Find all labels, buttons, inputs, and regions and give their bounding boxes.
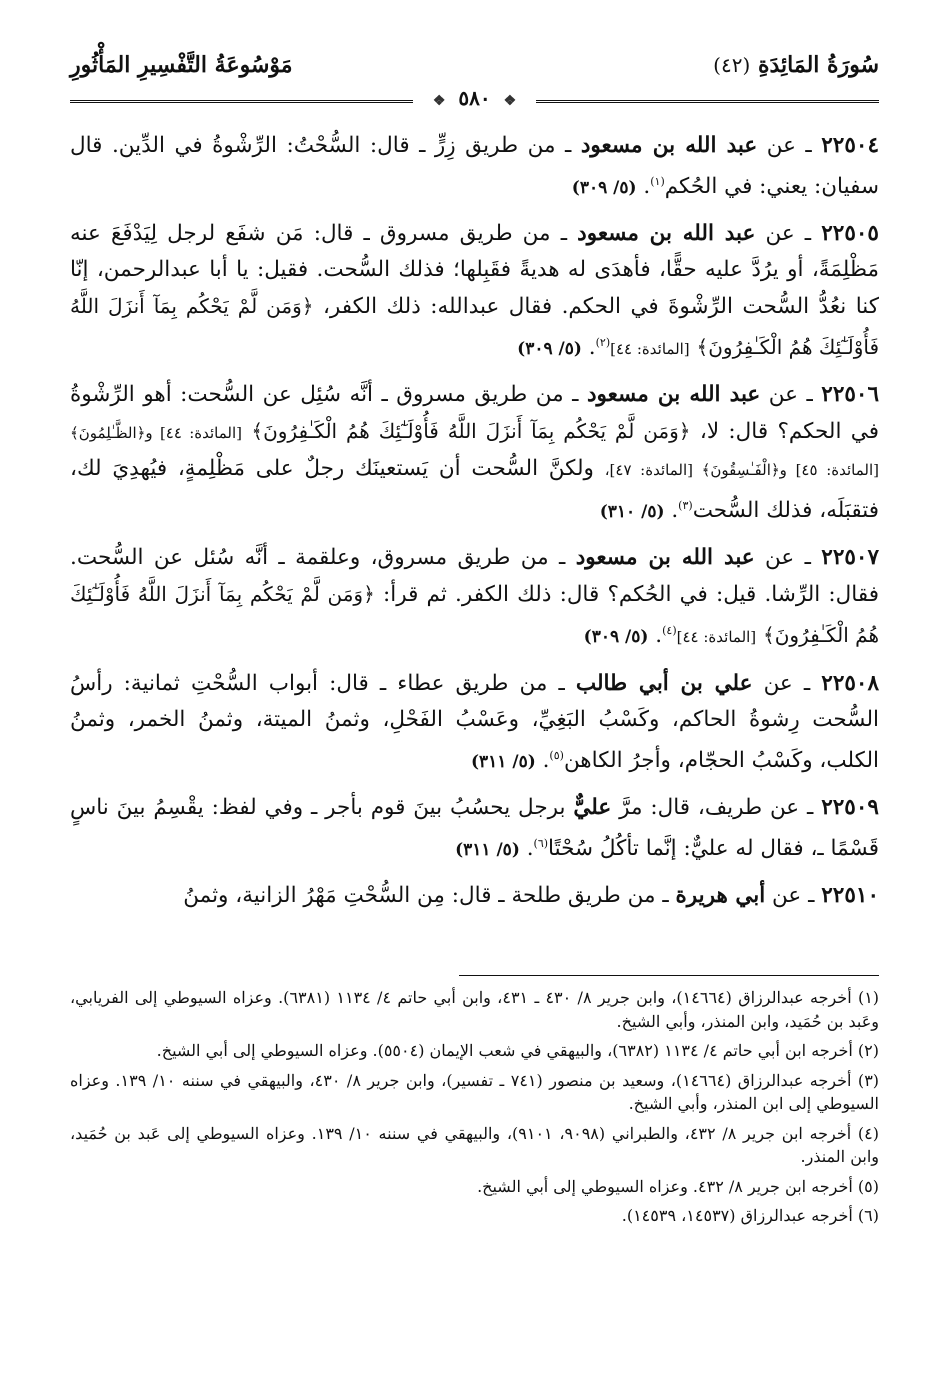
footnote-marker: (١) xyxy=(650,175,665,188)
source-ref: (٥/ ٣١١) xyxy=(455,839,520,860)
entry-number: ٢٢٥٠٨ xyxy=(821,670,880,696)
dash: ـ xyxy=(806,382,813,408)
narrator-name: علي بن أبي طالب xyxy=(575,670,753,696)
dash: ـ xyxy=(803,670,811,696)
an-word: عن xyxy=(772,882,802,908)
an-word: عن xyxy=(765,221,795,247)
entry-number: ٢٢٥٠٤ xyxy=(821,133,879,158)
surah-number: (٤٢) xyxy=(713,53,751,77)
dash: ـ xyxy=(804,545,811,571)
entry-number: ٢٢٥٠٦ xyxy=(821,382,880,408)
quran-verse: ﴿وَمَن لَّمْ يَحْكُم بِمَآ أَنزَلَ اللَّهُ فَأُوْلَـٰٓئِكَ هُمُ الْكَـٰفِرُونَ﴾ xyxy=(251,419,691,444)
surah-reference: [المائدة: ٤٤] xyxy=(676,628,757,647)
dash: ـ xyxy=(807,794,814,820)
footnote-marker: (٢) xyxy=(595,336,611,350)
ornament-icon: ❖ xyxy=(503,93,517,109)
main-text xyxy=(70,128,879,924)
dash: ـ xyxy=(559,545,566,571)
quran-verse: ﴿وَمَن لَّمْ يَحْكُم بِمَآ أَنزَلَ اللَّهُ فَأُوْلَـٰٓئِكَ هُمُ الْكَـٰفِرُونَ﴾ xyxy=(70,294,879,360)
quran-verse: ﴿وَمَن لَّمْ يَحْكُم بِمَآ أَنزَلَ اللَّهُ فَأُوْلَـٰٓئِكَ هُمُ الْكَـٰفِرُونَ﴾ xyxy=(70,582,879,648)
entry-text: من طريق زِرٍّ ـ قال: السُّحْتُ: الرِّشْوةُ في الدِّين. قال سفيان: يعني: في الحُكم xyxy=(70,133,879,200)
narration-entry: ٢٢٥٠٤ ـ عن عبد الله بن مسعود ـ من طريق زِرٍّ ـ قال: السُّحْتُ: الرِّشْوةُ في الدِّين. قال سفيان: يعني: في الحُكم$^{(١)}$. (٥/ ٣٠٩) xyxy=(70,133,879,200)
entry-text: من طريق عطاء ـ قال: أبواب السُّحْتِ ثمانية: رأسُ السُّحت رِشوةُ الحاكم، وكَسْبُ البَغِيِّ، وعَسْبُ الفَحْلِ، وثمنُ الميتة، وثمنُ الخمر، وثمنُ الكلب، وكَسْبُ الحجّام، وأجرُ الكاهن xyxy=(70,670,879,773)
entry-number: ٢٢٥٠٧ xyxy=(821,545,880,571)
page-number: ٥٨٠ xyxy=(458,86,491,110)
ornament-icon: ❖ xyxy=(432,93,446,109)
entry-intro: عن طريف، قال: مرَّ xyxy=(619,794,800,820)
page-number-wrap xyxy=(0,86,949,110)
dash: ـ xyxy=(805,133,812,158)
entry-text: من طريق مسروق ـ قال: مَن شفَع لرجل لِيَدْفَعَ عنه مَظْلِمَةً، أو يرُدَّ عليه حقًّا، فأهدَى له هديةً فقَبِلها؛ فذلك السُّحت. فقيل: يا أبا عبدالرحمن، إنّا كنا نعُدُّ السُّحت الرِّشْوةَ في الحكم. فقال عبدالله: ذلك الكفر، xyxy=(70,221,879,320)
narration-entry: ٢٢٥٠٩ ـ عن طريف، قال: مرَّ عليٌّ برجل يحسُبُ بينَ قوم بأجر ـ وفي لفظ: يقْسِمُ بينَ ناسٍ قَسْمًا ـ، فقال له عليٌّ: إنَّما تأكُلُ سُحْتًا$^{(٦)}$. (٥/ ٣١١) xyxy=(70,794,879,861)
an-word: عن xyxy=(766,133,796,158)
dash: ـ xyxy=(560,221,568,247)
page-number-box xyxy=(413,86,536,110)
entry-text: من طريق مسروق ـ أنَّه سُئِل عن السُّحت: أهو الرِّشْوةُ في الحكم؟ قال: لا، xyxy=(70,382,879,445)
surah-title: سُورَةُ المَائِدَةِ xyxy=(757,52,879,78)
surah-reference: [المائدة: ٤٤] و﴿الظَّـٰلِمُونَ﴾ [المائدة: ٤٥] و﴿الْفَـٰسِقُونَ﴾ [المائدة: ٤٧]، xyxy=(70,424,879,480)
surah-reference: [المائدة: ٤٤] xyxy=(610,340,690,359)
surah-header xyxy=(713,52,879,78)
source-ref: (٥/ ٣١٠) xyxy=(599,502,665,523)
an-word: عن xyxy=(765,545,795,571)
narration-entry: ٢٢٥٠٧ ـ عن عبد الله بن مسعود ـ من طريق مسروق، وعلقمة ـ أنَّه سُئل عن السُّحت. فقال: الرِّشا. قيل: في الحُكم؟ قال: ذلك الكفر. ثم قرأ: ﴿وَمَن لَّمْ يَحْكُم بِمَآ أَنزَلَ اللَّهُ فَأُوْلَـٰٓئِكَ هُمُ الْكَـٰفِرُونَ﴾ [المائدة: ٤٤]$^{(٤)}$. (٥/ ٣٠٩) xyxy=(70,545,880,649)
narration-entry xyxy=(70,878,879,914)
dash: ـ xyxy=(572,382,579,408)
footnote-marker: (٤) xyxy=(662,624,677,638)
footnote: (٦) أخرجه عبدالرزاق (١٤٥٣٧، ١٤٥٣٩). xyxy=(621,1206,879,1225)
dash: ـ xyxy=(558,670,565,696)
entry-text-continued: ولكنَّ السُّحت أن يَستعينَك رجلٌ على مَظْلِمةٍ، فيُهدِيَ لك، فتقبَلَه، فذلك السُّحت xyxy=(70,456,879,524)
narrator-name: عبد الله بن مسعود xyxy=(575,545,755,571)
narrator-name: أبي هريرة xyxy=(675,882,766,908)
dash: ـ xyxy=(804,221,812,247)
an-word: عن xyxy=(768,382,798,408)
footnote: (٣) أخرجه عبدالرزاق (١٤٦٦٤)، وسعيد بن منصور (٧٤١ ـ تفسير)، وابن جرير ٨/ ٤٣٠، والبيهقي في سننه ١٠/ ١٣٩. وعزاه السيوطي إلى ابن المنذر، وأبي الشيخ. xyxy=(70,1070,880,1113)
narration-entry: ٢٢٥٠٦ ـ عن عبد الله بن مسعود ـ من طريق مسروق ـ أنَّه سُئِل عن السُّحت: أهو الرِّشْوةُ في الحكم؟ قال: لا، ﴿وَمَن لَّمْ يَحْكُم بِمَآ أَنزَلَ اللَّهُ فَأُوْلَـٰٓئِكَ هُمُ الْكَـٰفِرُونَ﴾ [المائدة: ٤٤] و﴿الظَّـٰلِمُونَ﴾ [المائدة: ٤٥] و﴿الْفَـٰسِقُونَ﴾ [المائدة: ٤٧]، ولكنَّ السُّحت أن يَستعينَك رجلٌ على مَظْلِمةٍ، فيُهدِيَ لك، فتقبَلَه، فذلك السُّحت$^{(٣)}$. (٥/ ٣١٠) xyxy=(70,382,880,524)
an-word: عن xyxy=(763,670,793,696)
entry-text: من طريق طلحة ـ قال: مِن السُّحْتِ مَهْرُ الزانية، وثمنُ xyxy=(183,882,656,908)
footnote-marker: (٥) xyxy=(549,748,564,762)
footnote: (٤) أخرجه ابن جرير ٨/ ٤٣٢، والطبراني (٩٠٩٨، ٩١٠١)، والبيهقي في سننه ١٠/ ١٣٩. وعزاه السيوطي إلى عَبد بن حُمَيد، وابن المنذر. xyxy=(70,1123,880,1166)
narration-entry: ٢٢٥٠٥ ـ عن عبد الله بن مسعود ـ من طريق مسروق ـ قال: مَن شفَع لرجل لِيَدْفَعَ عنه مَظْلِمَةً، أو يرُدَّ عليه حقًّا، فأهدَى له هديةً فقَبِلها؛ فذلك السُّحت. فقيل: يا أبا عبدالرحمن، إنّا كنا نعُدُّ السُّحت الرِّشْوةَ في الحكم. فقال عبدالله: ذلك الكفر، ﴿وَمَن لَّمْ يَحْكُم بِمَآ أَنزَلَ اللَّهُ فَأُوْلَـٰٓئِكَ هُمُ الْكَـٰفِرُونَ﴾ [المائدة: ٤٤]$^{(٢)}$. (٥/ ٣٠٩) xyxy=(70,221,879,361)
entry-text: من طريق مسروق، وعلقمة ـ أنَّه سُئل عن السُّحت. فقال: الرِّشا. قيل: في الحُكم؟ قال: ذلك الكفر. ثم قرأ: xyxy=(70,545,879,608)
footnote: (١) أخرجه عبدالرزاق (١٤٦٦٤)، وابن جرير ٨/ ٤٣٠ ـ ٤٣١، وابن أبي حاتم ٤/ ١١٣٤ (٦٣٨١). وعزاه السيوطي إلى الفريابي، وعَبد بن حُمَيد، وابن المنذر، وأبي الشيخ. xyxy=(70,988,880,1031)
narrator-name: عبد الله بن مسعود xyxy=(577,221,756,247)
footnote: (٢) أخرجه ابن أبي حاتم ٤/ ١١٣٤ (٦٣٨٢)، والبيهقي في شعب الإيمان (٥٥٠٤). وعزاه السيوطي إلى أبي الشيخ. xyxy=(156,1041,879,1060)
entry-number: ٢٢٥٠٩ xyxy=(821,794,879,820)
dash: ـ xyxy=(662,882,669,908)
footnote-marker: (٦) xyxy=(533,836,549,850)
narration-entry: ٢٢٥٠٨ ـ عن علي بن أبي طالب ـ من طريق عطاء ـ قال: أبواب السُّحْتِ ثمانية: رأسُ السُّحت رِشوةُ الحاكم، وكَسْبُ البَغِيِّ، وعَسْبُ الفَحْلِ، وثمنُ الميتة، وثمنُ الخمر، وثمنُ الكلب، وكَسْبُ الحجّام، وأجرُ الكاهن$^{(٥)}$. (٥/ ٣١١) xyxy=(70,670,880,773)
source-ref: (٥/ ٣١١) xyxy=(470,751,536,772)
footnotes xyxy=(70,986,879,1234)
footnote-marker: (٣) xyxy=(678,499,693,513)
entry-text: برجل يحسُبُ بينَ قوم بأجر ـ وفي لفظ: يقْسِمُ بينَ ناسٍ قَسْمًا ـ، فقال له عليٌّ: إنَّما تأكُلُ سُحْتًا xyxy=(70,794,879,861)
source-ref: (٥/ ٣٠٩) xyxy=(517,339,582,360)
dash: ـ xyxy=(808,882,815,908)
narrator-name: عليٌّ xyxy=(573,794,612,820)
source-ref: (٥/ ٣٠٩) xyxy=(583,627,649,648)
footnote: (٥) أخرجه ابن جرير ٨/ ٤٣٢. وعزاه السيوطي إلى أبي الشيخ. xyxy=(477,1176,879,1196)
source-ref: (٥/ ٣٠٩) xyxy=(571,178,637,199)
entry-number: ٢٢٥١٠ xyxy=(821,882,879,908)
narrator-name: عبد الله بن مسعود xyxy=(586,382,761,408)
narrator-name: عبد الله بن مسعود xyxy=(580,133,758,158)
entry-number: ٢٢٥٠٥ xyxy=(821,221,879,247)
book-title: مَوْسُوعَةُ التَّفْسِيرِ المَأْثُورِ xyxy=(70,52,293,78)
dash: ـ xyxy=(565,133,572,158)
footnote-separator xyxy=(459,975,879,976)
